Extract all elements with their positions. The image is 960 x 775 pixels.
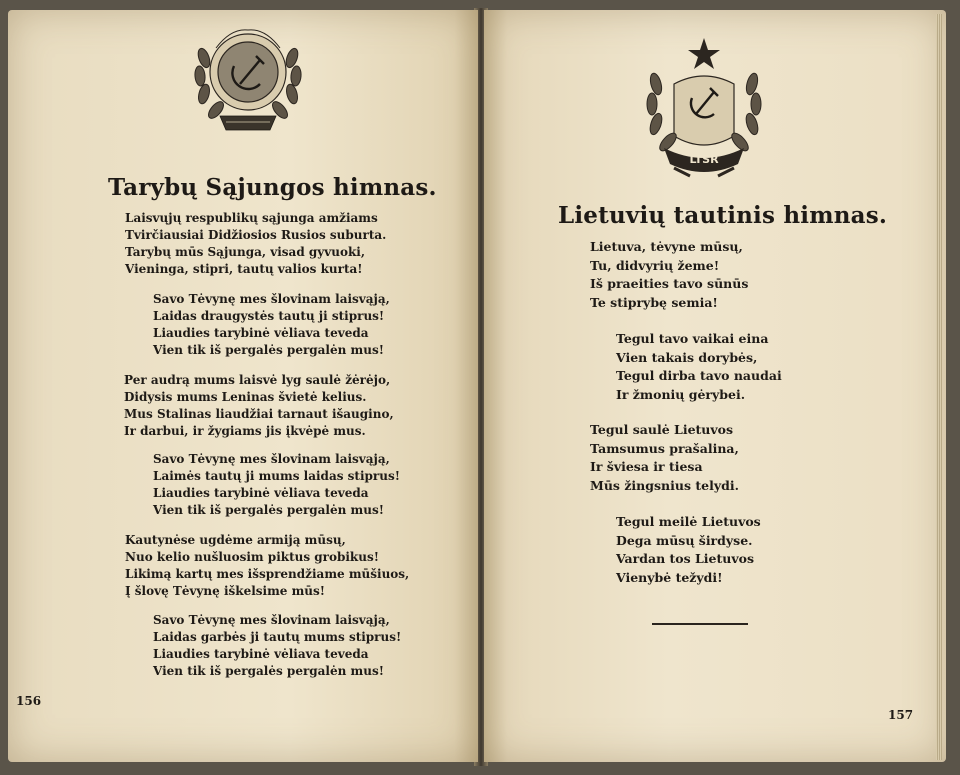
verse-line: Tarybų mūs Sąjunga, visad gyvuoki, (125, 245, 365, 259)
right-stanza-1 (590, 238, 748, 312)
verse-line: Savo Tėvynę mes šlovinam laisvąją, (153, 613, 390, 627)
right-page (484, 10, 946, 762)
verse-line: Vien takais dorybės, (616, 349, 758, 365)
verse-line: Lietuva, tėvyne mūsų, (590, 239, 743, 254)
left-stanza-1 (125, 210, 386, 278)
verse-line: Ir žmonių gėrybei. (616, 386, 746, 402)
right-stanza-3 (590, 421, 739, 495)
verse-line: Liaudies tarybinė vėliava teveda (153, 486, 369, 500)
verse-line: Mus Stalinas liaudžiai tarnaut išaugino, (124, 407, 394, 421)
verse-line: Tvirčiausiai Didžiosios Rusios suburta. (125, 228, 387, 242)
verse-line: Likimą kartų mes išsprendžiame mūšiuos, (125, 567, 410, 581)
verse-line: Tu, didvyrių žeme! (590, 257, 720, 273)
verse-line: Didysis mums Leninas švietė kelius. (124, 390, 367, 404)
page-number: 156 (16, 694, 42, 708)
verse-line: Laisvųjų respublikų sąjunga amžiams (125, 211, 378, 225)
verse-line: Vieninga, stipri, tautų valios kurta! (125, 262, 363, 276)
emblem-ltsr-label: LTSR (689, 153, 719, 166)
verse-line: Ir šviesa ir tiesa (590, 459, 703, 474)
right-page-title: Lietuvių tautinis himnas. (558, 202, 888, 229)
verse-line: Vardan tos Lietuvos (616, 551, 755, 566)
left-stanza-3 (124, 372, 394, 440)
verse-line: Tegul meilė Lietuvos (616, 514, 761, 529)
closing-rule (652, 623, 748, 625)
verse-line: Tegul saulė Lietuvos (590, 422, 734, 437)
verse-line: Iš praeities tavo sūnūs (590, 276, 749, 291)
page-number: 157 (888, 708, 914, 722)
verse-line: Laimės tautų ji mums laidas stiprus! (153, 469, 400, 483)
verse-line: Laidas garbės ji tautų mums stiprus! (153, 630, 402, 644)
left-stanza-6 (153, 612, 401, 680)
verse-line: Mūs žingsnius telydi. (590, 477, 739, 493)
verse-line: Liaudies tarybinė vėliava teveda (153, 326, 369, 340)
verse-line: Te stiprybę semia! (590, 294, 718, 310)
right-stanza-2 (616, 330, 782, 404)
left-stanza-4 (153, 451, 400, 519)
verse-line: Per audrą mums laisvė lyg saulė žėrėjo, (124, 373, 391, 387)
verse-line: Laidas draugystės tautų ji stiprus! (153, 309, 385, 323)
verse-line: Savo Tėvynę mes šlovinam laisvąją, (153, 452, 390, 466)
verse-line: Nuo kelio nušluosim piktus grobikus! (125, 550, 379, 564)
left-stanza-5 (125, 532, 409, 600)
verse-line: Tegul tavo vaikai eina (616, 331, 769, 346)
verse-line: Vien tik iš pergalės pergalėn mus! (153, 503, 384, 517)
right-stanza-4 (616, 513, 761, 587)
verse-line: Dega mūsų širdyse. (616, 532, 753, 548)
verse-line: Tegul dirba tavo naudai (616, 368, 782, 383)
verse-line: Vien tik iš pergalės pergalėn mus! (153, 664, 384, 678)
verse-line: Į šlovę Tėvynę iškelsime mūs! (125, 584, 326, 598)
ussr-coat-of-arms-icon (186, 18, 310, 142)
verse-line: Savo Tėvynę mes šlovinam laisvąją, (153, 292, 390, 306)
verse-line: Vien tik iš pergalės pergalėn mus! (153, 343, 384, 357)
lithuanian-ssr-coat-of-arms-icon (634, 36, 774, 182)
page-edges (936, 14, 942, 760)
verse-line: Tamsumus prašalina, (590, 440, 739, 456)
left-page-title: Tarybų Sąjungos himnas. (108, 174, 437, 201)
verse-line: Vienybė težydi! (616, 569, 723, 585)
verse-line: Liaudies tarybinė vėliava teveda (153, 647, 369, 661)
left-stanza-2 (153, 291, 390, 359)
verse-line: Ir darbui, ir žygiams jis įkvėpė mus. (124, 424, 366, 438)
left-page (8, 10, 478, 762)
verse-line: Kautynėse ugdėme armiją mūsų, (125, 533, 346, 547)
